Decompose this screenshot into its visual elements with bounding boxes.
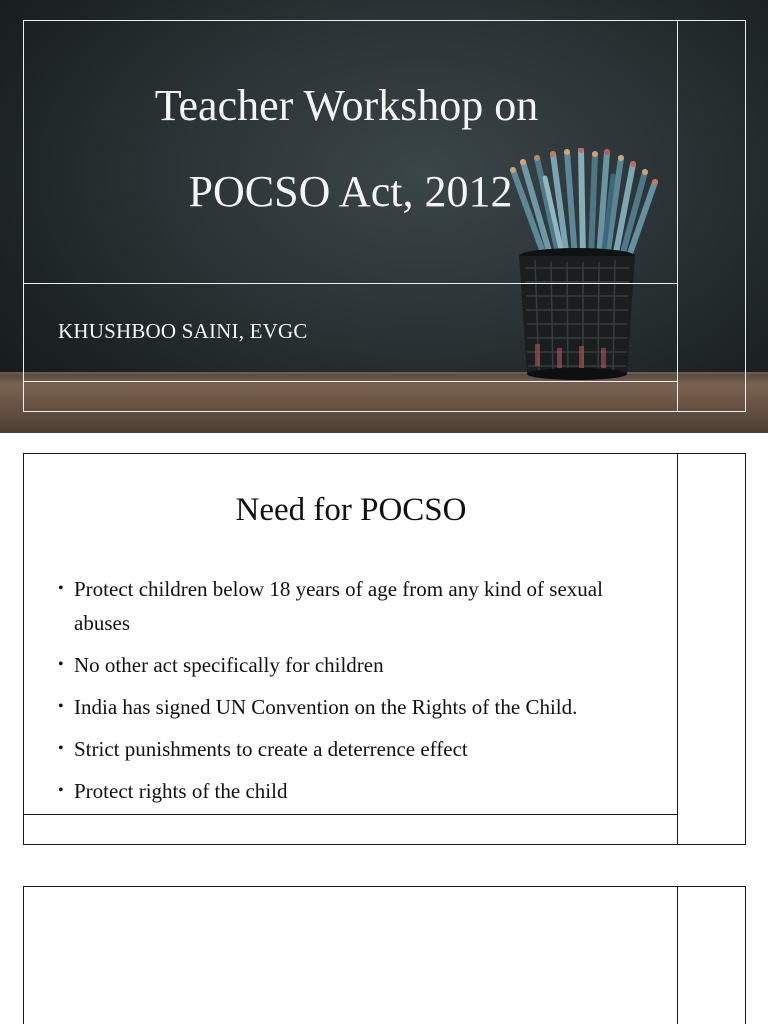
slide-3-partial[interactable]	[23, 886, 746, 1024]
bullet-text: No other act specifically for children	[74, 653, 384, 677]
bullet-item	[58, 774, 658, 808]
frame-line-top	[23, 20, 746, 21]
bullet-item	[58, 572, 658, 640]
bullet-dot: •	[58, 740, 64, 757]
bullet-dot: •	[58, 580, 64, 597]
frame-line-right	[745, 20, 746, 412]
bullet-text: Protect children below 18 years of age from any kind of sexual abuses	[74, 577, 603, 635]
bullet-dot: •	[58, 656, 64, 673]
slide-3-vertical-rule	[677, 887, 678, 1024]
bullet-item	[58, 648, 658, 682]
frame-line-inner-vertical	[677, 20, 678, 412]
bullet-dot: •	[58, 698, 64, 715]
slide-2-bullet-list	[58, 572, 658, 816]
slide-1-title-line-1: Teacher Workshop on	[154, 81, 539, 130]
bullet-item	[58, 732, 658, 766]
bullet-text: Strict punishments to create a deterrence effect	[74, 737, 468, 761]
frame-line-bottom	[23, 411, 746, 412]
bullet-text: Protect rights of the child	[74, 779, 288, 803]
slide-1-title-line-2: POCSO Act, 2012	[188, 167, 513, 216]
bullet-item	[58, 690, 658, 724]
slide-2-title: Need for POCSO	[235, 492, 467, 528]
frame-line-lower	[23, 381, 678, 382]
cup-body	[519, 248, 635, 380]
bullet-text: India has signed UN Convention on the Rights of the Child.	[74, 695, 578, 719]
frame-line-mid	[23, 283, 678, 284]
slide-1-subtitle: KHUSHBOO SAINI, EVGC	[58, 319, 308, 343]
bullet-dot: •	[58, 782, 64, 799]
slide-2-need-for-pocso[interactable]	[23, 453, 746, 845]
slide-1-title-slide[interactable]	[0, 0, 768, 433]
